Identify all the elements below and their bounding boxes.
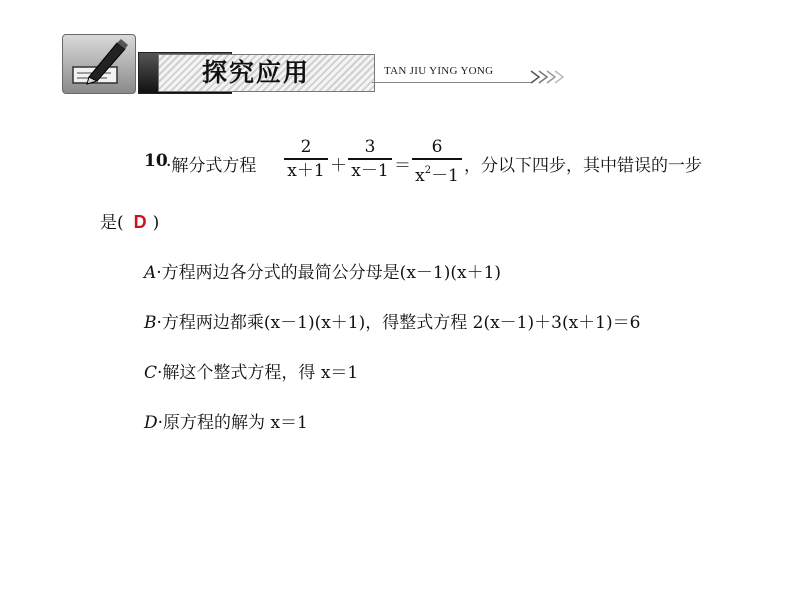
section-pinyin: TAN JIU YING YONG: [384, 65, 494, 77]
option-b: [144, 308, 640, 333]
fraction-2: 3 x－1: [348, 136, 392, 182]
fraction-3: 6 $x^2-1$: [412, 136, 462, 182]
option-letter: B: [144, 313, 157, 333]
option-text: ·原方程的解为 x＝1: [157, 413, 308, 433]
plus-sign: ＋: [330, 156, 347, 176]
section-title: 探究应用: [202, 58, 311, 87]
pen-writing-icon: [67, 37, 131, 89]
banner-underline: [372, 82, 532, 83]
question-suffix: ，分以下四步，其中错误的一步: [464, 156, 702, 176]
option-d: [144, 408, 308, 433]
pen-icon-box: [62, 34, 136, 94]
answer-line: [100, 208, 159, 233]
section-banner: [62, 34, 582, 96]
option-a: [144, 258, 501, 283]
option-text: ·解这个整式方程，得 x＝1: [157, 363, 359, 383]
fraction-1: 2 x＋1: [284, 136, 328, 182]
answer-prefix: 是(: [100, 213, 124, 233]
option-letter: C: [144, 363, 158, 383]
answer-suffix: ): [152, 213, 160, 233]
option-c: [144, 358, 358, 383]
option-letter: A: [144, 263, 157, 283]
double-chevron-right-icon: [529, 69, 569, 85]
question-prefix: ·解分式方程: [166, 156, 257, 176]
equals-sign: ＝: [394, 156, 411, 176]
question-number: 10: [144, 151, 168, 171]
answer-choice: D: [133, 212, 147, 232]
option-text: ·方程两边都乘(x－1)(x＋1)，得整式方程 2(x－1)＋3(x＋1)＝6: [156, 313, 641, 333]
option-text: ·方程两边各分式的最简公分母是(x－1)(x＋1): [156, 263, 502, 283]
option-letter: D: [144, 413, 158, 433]
